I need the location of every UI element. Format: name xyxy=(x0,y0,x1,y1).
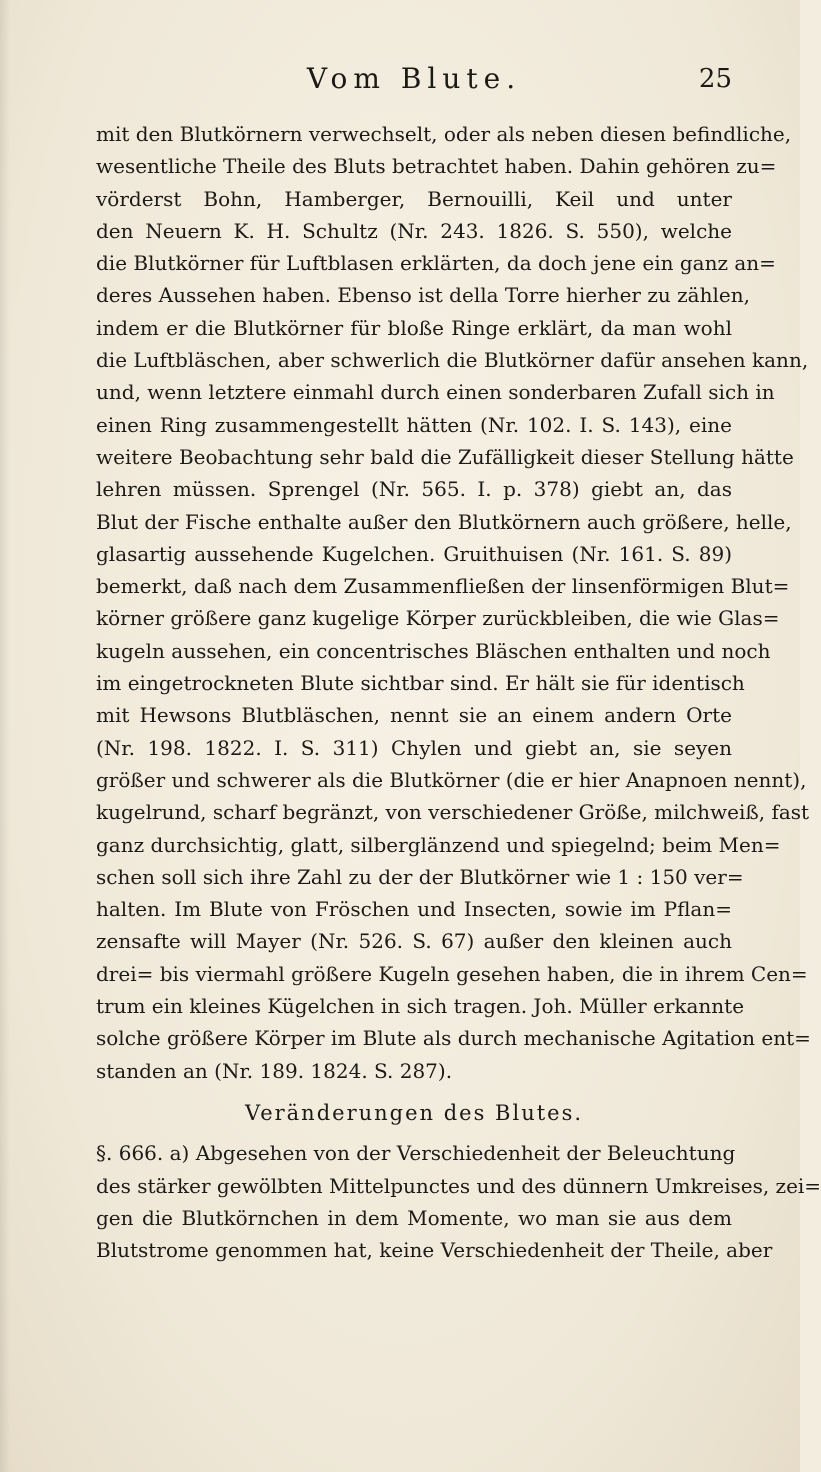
text-line: (Nr. 198. 1822. I. S. 311) Chylen und giebt an, sie seyen xyxy=(96,735,732,760)
text-line: körner größere ganz kugelige Körper zurückbleiben, die wie Glas= xyxy=(96,606,780,631)
page-body xyxy=(96,118,821,1266)
text-line: standen an (Nr. 189. 1824. S. 287). xyxy=(96,1058,453,1083)
text-line: kugeln aussehen, ein concentrisches Bläschen enthalten und noch xyxy=(96,638,771,663)
text-line: vörderst Bohn, Hamberger, Bernouilli, Keil und unter xyxy=(96,186,732,211)
text-line: bemerkt, daß nach dem Zusammenfließen der linsenförmigen Blut= xyxy=(96,574,790,599)
paragraph-2 xyxy=(96,1137,821,1266)
text-line: weitere Beobachtung sehr bald die Zufälligkeit dieser Stellung hätte xyxy=(96,444,794,469)
text-line: solche größere Körper im Blute als durch mechanische Agitation ent= xyxy=(96,1026,811,1051)
text-line: Blut der Fische enthalte außer den Blutkörnern auch größere, helle, xyxy=(96,509,792,534)
running-title: Vom Blute. xyxy=(306,62,522,95)
section-heading: Veränderungen des Blutes. xyxy=(244,1100,584,1125)
text-line: lehren müssen. Sprengel (Nr. 565. I. p. 378) giebt an, das xyxy=(96,477,732,502)
text-line: mit Hewsons Blutbläschen, nennt sie an einem andern Orte xyxy=(96,703,732,728)
page-number: 25 xyxy=(698,64,732,94)
text-line: wesentliche Theile des Bluts betrachtet haben. Dahin gehören zu= xyxy=(96,154,777,179)
text-line: schen soll sich ihre Zahl zu der der Blutkörner wie 1 : 150 ver= xyxy=(96,864,744,889)
text-line: die Luftbläschen, aber schwerlich die Blutkörner dafür ansehen kann, xyxy=(96,348,809,373)
text-line: und, wenn letztere einmahl durch einen sonderbaren Zufall sich in xyxy=(96,380,775,405)
text-line: halten. Im Blute von Fröschen und Insecten, sowie im Pflan= xyxy=(96,897,732,922)
text-line: zensafte will Mayer (Nr. 526. S. 67) außer den kleinen auch xyxy=(96,929,732,954)
text-line: Blutstrome genommen hat, keine Verschiedenheit der Theile, aber xyxy=(96,1238,773,1263)
paragraph-1 xyxy=(96,118,811,1087)
text-line: den Neuern K. H. Schultz (Nr. 243. 1826. S. 550), welche xyxy=(96,218,732,243)
text-line: größer und schwerer als die Blutkörner (die er hier Anapnoen nennt), xyxy=(96,767,807,792)
text-line: einen Ring zusammengestellt hätten (Nr. 102. I. S. 143), eine xyxy=(96,412,732,437)
page-header xyxy=(96,62,732,96)
text-line: §. 666. a) Abgesehen von der Verschiedenheit der Beleuchtung xyxy=(96,1141,736,1166)
text-line: trum ein kleines Kügelchen in sich tragen. Joh. Müller erkannte xyxy=(96,994,745,1019)
text-line: mit den Blutkörnern verwechselt, oder als neben diesen befindliche, xyxy=(96,122,792,146)
text-line: drei= bis viermahl größere Kugeln gesehen haben, die in ihrem Cen= xyxy=(96,961,808,986)
text-line: des stärker gewölbten Mittelpunctes und des dünnern Umkreises, zei= xyxy=(96,1173,821,1198)
text-line: im eingetrockneten Blute sichtbar sind. Er hält sie für identisch xyxy=(96,671,745,696)
text-line: indem er die Blutkörner für bloße Ringe erklärt, da man wohl xyxy=(96,315,732,340)
text-line: glasartig aussehende Kugelchen. Gruithuisen (Nr. 161. S. 89) xyxy=(96,541,732,566)
text-line: kugelrund, scharf begränzt, von verschiedener Größe, milchweiß, fast xyxy=(96,800,810,825)
text-line: die Blutkörner für Luftblasen erklärten, da doch jene ein ganz an= xyxy=(96,251,776,276)
scan-shadow-edge xyxy=(0,0,10,1472)
text-line: deres Aussehen haben. Ebenso ist della Torre hierher zu zählen, xyxy=(96,283,750,308)
text-line: gen die Blutkörnchen in dem Momente, wo man sie aus dem xyxy=(96,1205,732,1230)
text-line: ganz durchsichtig, glatt, silberglänzend und spiegelnd; beim Men= xyxy=(96,832,781,857)
